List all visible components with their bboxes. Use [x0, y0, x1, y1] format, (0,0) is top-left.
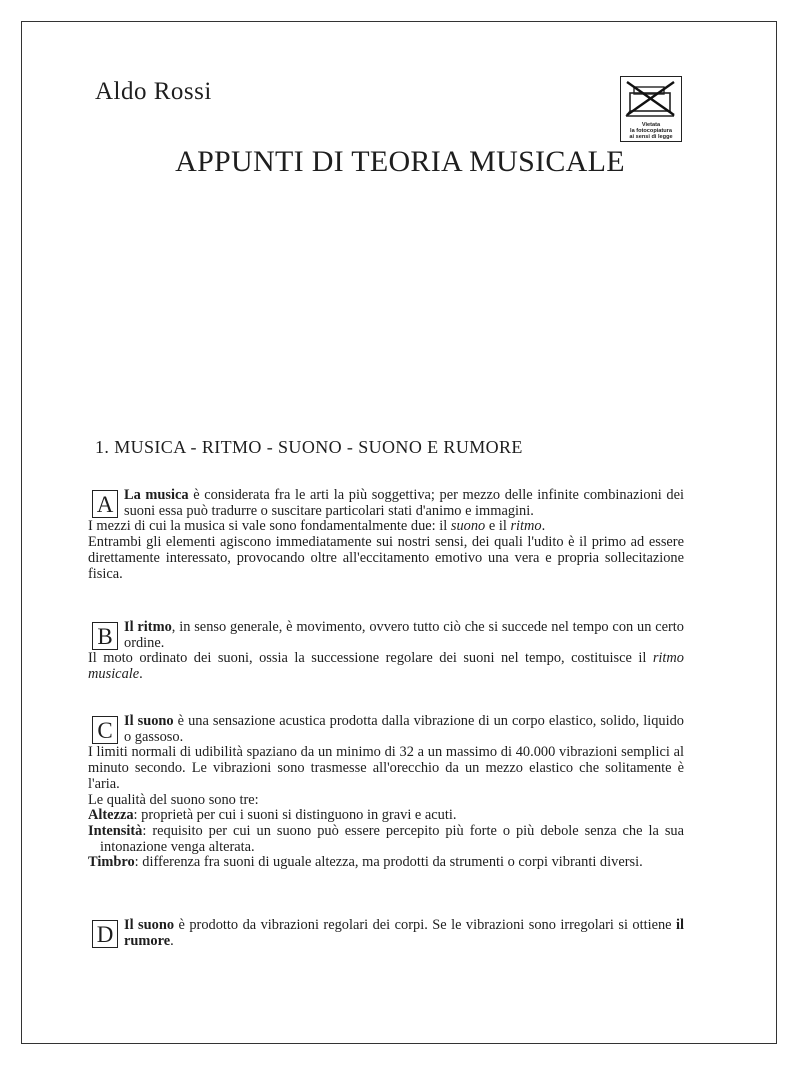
quality-label: Timbro [88, 854, 135, 871]
block-letter-b: B [92, 622, 118, 650]
no-photocopy-stamp [620, 76, 682, 142]
udibilita-text: I limiti normali di udibilità spaziano da un minimo di 32 a un massimo di 40.000 vibrazioni semplici al minuto secondo. Le vibrazioni sono trasmesse all'orecchio da un mezzo elastico che solitamente è l'aria. [88, 744, 684, 792]
term-suono: Il suono [124, 917, 175, 933]
term-musica: La musica [124, 487, 189, 503]
paragraph-block-a [88, 488, 684, 582]
block-letter-a: A [92, 490, 118, 518]
quality-timbro [88, 855, 684, 871]
term-ritmo-musicale: ritmo musicale [88, 650, 684, 683]
term-suono-italic: suono [450, 518, 486, 535]
qualita-intro: Le qualità del suono sono tre: [88, 791, 259, 808]
quality-text: : proprietà per cui i suoni si distinguono in gravi e acuti. [133, 807, 457, 824]
stamp-line: la fotocopiatura [630, 128, 672, 134]
term-ritmo-italic: ritmo [510, 518, 542, 535]
term-rumore: il rumore [124, 917, 684, 949]
quality-label: Intensità [88, 822, 143, 839]
rumore-definition: è prodotto da vibrazioni regolari dei corpi. Se le vibrazioni sono irregolari si ottiene [174, 917, 676, 933]
stamp-line: Vietata [641, 122, 661, 128]
stamp-line: ai sensi di legge [629, 134, 673, 140]
crossed-copier-icon [624, 79, 678, 119]
musica-definition: è considerata fra le arti la più soggettiva; per mezzo delle infinite combinazioni dei suoni essa può tradurre o suscitare particolari stati d'animo e immagini. [124, 487, 684, 519]
term-suono: Il suono [124, 713, 174, 729]
quality-label: Altezza [88, 807, 134, 824]
text-span: e il [485, 518, 511, 535]
text-span: . [541, 518, 546, 535]
author-name: Aldo Rossi [95, 78, 212, 105]
paragraph-block-b [88, 620, 684, 683]
ritmo-definition: , in senso generale, è movimento, ovvero tutto ciò che si succede nel tempo con un certo ordine. [124, 619, 684, 651]
text-span: I mezzi di cui la musica si vale sono fondamentalmente due: il [88, 518, 451, 535]
text-span: . [170, 932, 174, 949]
term-ritmo: Il ritmo [124, 619, 172, 635]
musica-effects: Entrambi gli elementi agiscono immediatamente sui nostri sensi, dei quali l'udito è il primo ad essere direttamente interessato, provocando oltre all'eccitamento emotivo una vera e propria sollecitazione fisica. [88, 534, 684, 582]
ritmo-musicale-text [88, 651, 684, 682]
page-title: APPUNTI DI TEORIA MUSICALE [175, 145, 625, 178]
quality-intensita [88, 824, 684, 855]
musica-means [88, 519, 684, 535]
block-letter-d: D [92, 920, 118, 948]
text-span: Il moto ordinato dei suoni, ossia la successione regolare dei suoni nel tempo, costituisce il [88, 650, 653, 667]
text-span: . [139, 666, 143, 683]
section-heading: 1. MUSICA - RITMO - SUONO - SUONO E RUMORE [95, 437, 523, 457]
suono-definition: è una sensazione acustica prodotta dalla vibrazione di un corpo elastico, solido, liquido o gassoso. [124, 713, 684, 745]
quality-text: : differenza fra suoni di uguale altezza, ma prodotti da strumenti o corpi vibranti diversi. [134, 854, 643, 871]
paragraph-block-d [88, 918, 684, 949]
block-letter-c: C [92, 716, 118, 744]
paragraph-block-c [88, 714, 684, 871]
stamp-caption [621, 122, 681, 140]
quality-text: : requisito per cui un suono può essere percepito più forte o più debole senza che la sua intonazione venga alterata. [100, 822, 684, 855]
quality-altezza [88, 808, 684, 824]
